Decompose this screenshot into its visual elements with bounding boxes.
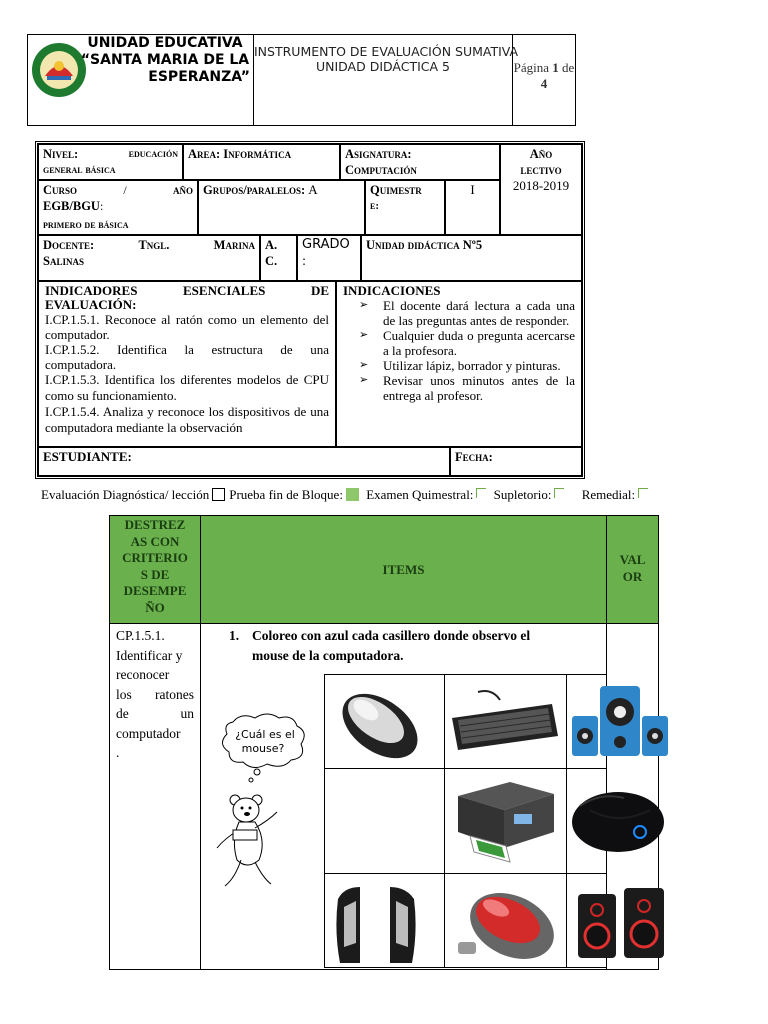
curso-slash: / (123, 183, 127, 197)
eval-examen-checkbox[interactable] (476, 488, 486, 498)
indicacion-4: ➢ Revisar unos minutos antes de la entrega al profesor. (337, 373, 575, 403)
winnie-pooh-icon (211, 710, 323, 910)
grado-label: GRADO (302, 237, 350, 252)
indicadores-title-b: ESENCIALES (183, 283, 266, 298)
school-name (80, 35, 250, 86)
quimestre-value-cell (445, 180, 500, 235)
indicacion-2: ➢ Cualquier duda o pregunta acercarse a la profesora. (337, 328, 575, 358)
grado-cell (297, 235, 361, 281)
asignatura-label: Asignatura: (345, 147, 412, 161)
quimestre-value: I (470, 182, 475, 197)
destreza-line: de un (116, 706, 194, 721)
valor-header-line: OR (622, 569, 643, 584)
destreza-line: . (116, 745, 120, 760)
items-header-label: ITEMS (382, 562, 425, 577)
page-of: de (562, 60, 575, 75)
eval-prueba-label: Prueba fin de Bloque: (229, 487, 343, 502)
valor-header-line: VAL (619, 552, 646, 567)
indicador-3: I.CP.1.5.3. Identifica los diferentes modelos de CPU como su funcionamiento. (45, 372, 329, 403)
question-1 (229, 626, 604, 666)
estudiante-cell[interactable] (38, 447, 450, 476)
items-header (201, 516, 607, 624)
destrezas-header-line: CRITERIO (122, 550, 188, 565)
indicacion-1: ➢ El docente dará lectura a cada una de las preguntas antes de responder. (337, 298, 575, 328)
docente-name: Marina (213, 238, 255, 252)
eval-remedial-checkbox[interactable] (638, 488, 648, 498)
indicadores-title-a: INDICADORES (45, 283, 138, 298)
grupos-value: A (308, 182, 318, 197)
school-name-line1: UNIDAD EDUCATIVA (87, 35, 243, 51)
keyboard-icon[interactable] (448, 688, 562, 758)
black-speakers-icon[interactable] (330, 881, 430, 965)
indicadores-title-2: EVALUACIÓN: (45, 297, 137, 312)
docente-title: Tngl. (138, 238, 170, 252)
school-name-line2: “SANTA MARIA DE LA (80, 52, 250, 68)
school-cell (28, 35, 254, 125)
grado-colon: : (302, 254, 307, 268)
mouse-silver-icon[interactable] (330, 680, 430, 764)
destrezas-header (110, 516, 201, 624)
nivel-label: Nivel: (43, 147, 79, 161)
destreza-line: los ratones (116, 686, 194, 702)
destreza-cell (110, 624, 201, 969)
question-line2: mouse de la computadora. (252, 648, 404, 663)
area-cell (183, 144, 340, 180)
unidad-cell (361, 235, 582, 281)
docente-label: Docente: (43, 238, 95, 252)
curso-label: Curso (43, 183, 78, 197)
anio-label-2: lectivo (520, 163, 562, 177)
eval-examen-label: Examen Quimestral: (366, 487, 474, 502)
valor-header (607, 516, 658, 624)
destrezas-header-line: S DE (140, 566, 170, 582)
docente-surname: Salinas (43, 254, 84, 268)
page-current: 1 (552, 60, 559, 75)
picture-grid (324, 674, 606, 968)
indicaciones-list (337, 298, 575, 403)
nivel-value-2: general básica (43, 164, 116, 176)
destrezas-header-line: AS CON (130, 533, 180, 549)
valor-cell[interactable] (607, 624, 658, 969)
fecha-cell[interactable] (450, 447, 582, 476)
eval-prueba-checkbox[interactable] (346, 488, 359, 501)
indicaciones-title: INDICACIONES (343, 283, 441, 298)
curso-cell (38, 180, 198, 235)
indicadores-title-c: DE (310, 283, 329, 298)
destreza-line: Identificar y (116, 647, 183, 663)
eval-supletorio-label: Supletorio: (493, 487, 552, 502)
nivel-value-1: educación (128, 148, 178, 160)
nivel-cell (38, 144, 183, 180)
docente-cell (38, 235, 260, 281)
info-table (35, 141, 585, 479)
destrezas-header-line: DESTREZ (124, 517, 186, 532)
grupos-cell (198, 180, 365, 235)
area-label: Area: (188, 147, 221, 161)
question-line1: Coloreo con azul cada casillero donde observo el (252, 628, 531, 643)
bubble-line2: mouse? (241, 742, 285, 755)
instrument-title (254, 44, 519, 74)
fecha-label: Fecha: (455, 450, 493, 464)
indicador-1: I.CP.1.5.1. Reconoce al ratón como un elemento del computador. (45, 312, 329, 342)
instrument-title-line2: UNIDAD DIDÁCTICA 5 (315, 59, 451, 74)
ac-label-2: C. (265, 254, 278, 268)
indicacion-3: ➢ Utilizar lápiz, borrador y pinturas. (337, 358, 575, 373)
destrezas-header-line: DESEMPE (123, 583, 187, 598)
indicaciones-cell (336, 281, 582, 447)
quimestre-label-1: Quimestr (370, 183, 422, 197)
school-name-line3: ESPERANZA” (148, 69, 250, 85)
destreza-line: CP.1.5.1. (116, 628, 165, 643)
estudiante-label: ESTUDIANTE: (43, 449, 132, 464)
curso-colon: : (99, 199, 104, 213)
page-number (513, 60, 575, 92)
asignatura-value: Computación (345, 163, 417, 177)
indicadores-cell (38, 281, 336, 447)
curso-egb: EGB/BGU (43, 199, 100, 213)
instrument-cell (254, 35, 519, 125)
page-total: 4 (540, 76, 548, 91)
curso-value: primero de básica (43, 219, 129, 231)
anio-value: 2018-2019 (512, 178, 570, 193)
area-value: Informática (223, 147, 292, 161)
unidad-label: Unidad didáctica Nº5 (366, 238, 483, 252)
asignatura-cell (340, 144, 500, 180)
items-cell (201, 624, 607, 969)
eval-diagnostica-label: Evaluación Diagnóstica/ lección (41, 487, 210, 502)
evaluation-type-row (41, 486, 741, 504)
page-word: Página (513, 60, 550, 75)
eval-remedial-label: Remedial: (581, 487, 636, 502)
destreza-line: reconocer (116, 667, 170, 682)
ac-label-1: A. (265, 238, 278, 252)
document-header (27, 34, 576, 126)
quimestre-label-2: e: (370, 200, 379, 212)
eval-diagnostica-checkbox[interactable] (212, 488, 225, 501)
page-cell (513, 35, 575, 125)
grupos-label: Grupos/paralelos: (203, 183, 306, 197)
destrezas-header-line: ÑO (145, 599, 165, 615)
school-logo-icon (31, 42, 87, 98)
bubble-line1: ¿Cuál es el (235, 728, 295, 741)
anio-label-1: Año (529, 147, 553, 161)
ac-cell (260, 235, 297, 281)
curso-anio: año (172, 183, 193, 197)
mouse-red-icon[interactable] (452, 882, 562, 966)
instrument-title-line1: INSTRUMENTO DE EVALUACIÓN SUMATIVA (254, 44, 519, 59)
printer-icon[interactable] (450, 776, 560, 866)
items-table (109, 515, 659, 970)
anio-cell (500, 144, 582, 235)
indicador-4: I.CP.1.5.4. Analiza y reconoce los dispositivos de una computadora mediante la observación (45, 404, 329, 435)
quimestre-cell (365, 180, 445, 235)
indicador-2: I.CP.1.5.2. Identifica la estructura de una computadora. (45, 342, 329, 372)
question-number: 1. (229, 628, 240, 643)
destreza-line: computador (116, 725, 181, 741)
eval-supletorio-checkbox[interactable] (554, 488, 564, 498)
